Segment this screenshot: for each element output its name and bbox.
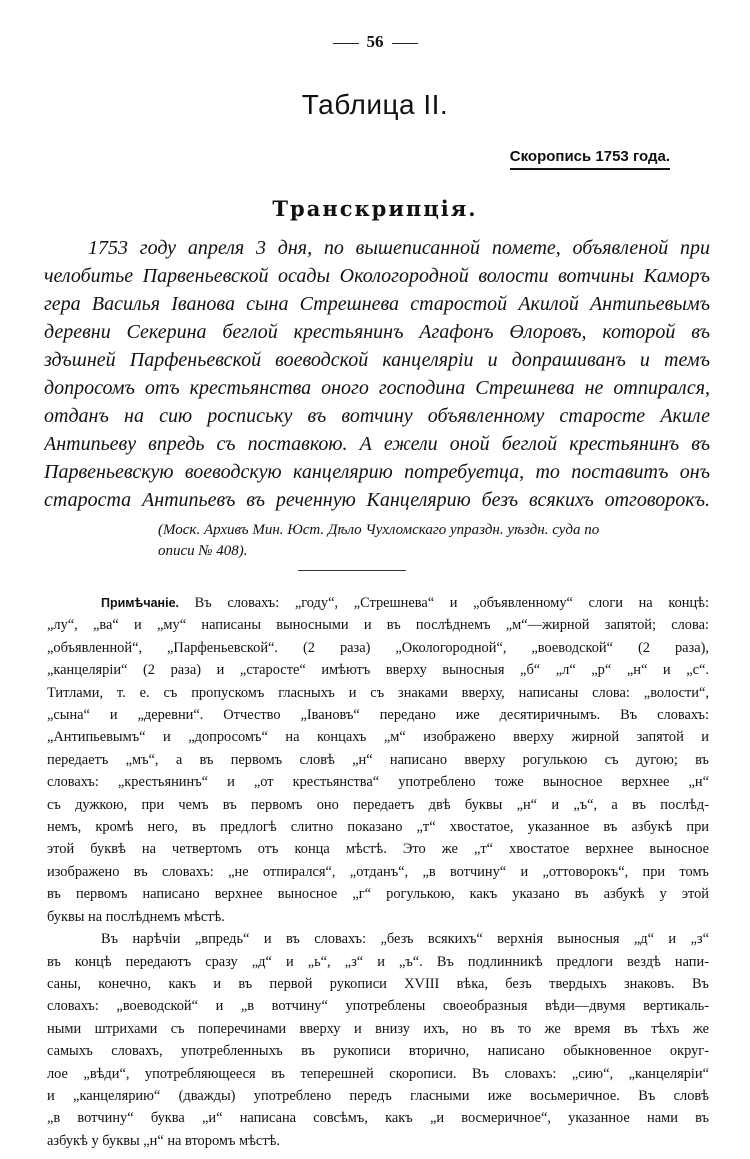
- note-line: словахъ: „крестьянинъ“ и „от крестьянства“ употреблено тоже выносное верхнее „н“: [47, 774, 709, 791]
- note2-line: саны, конечно, какъ и въ первой рукописи XVIII вѣка, безъ твердыхъ знаковъ. Въ: [47, 975, 709, 992]
- page-number: [0, 32, 750, 52]
- note-line: [47, 592, 709, 614]
- note2-line: лое „вѣди“, употребляющееся въ теперешней скорописи. Въ словахъ: „сию“, „канцеляріи“: [47, 1065, 709, 1082]
- table-title: Таблица II.: [301, 89, 449, 120]
- note-line: „сына“ и „деревни“. Отчество „Івановъ“ передано иже десятиричнымъ. Въ словахъ:: [47, 707, 709, 724]
- note-section: [47, 592, 709, 1152]
- note-line: этой буквѣ на четвертомъ отъ конца мѣстѣ. Это же „т“ хвостатое верхнее выносное: [47, 841, 709, 858]
- note2-line: словахъ: „воеводской“ и „в вотчину“ употреблены своеобразныя вѣди—двумя вертикаль-: [47, 998, 709, 1015]
- note-line: „канцеляріи“ (2 раза) и „старосте“ имѣютъ вверху выносныя „б“ „л“ „р“ „н“ и „с“.: [47, 662, 709, 679]
- source-citation: [158, 520, 710, 562]
- dash-right: [392, 43, 418, 44]
- section-title: Транскрипція.: [272, 196, 478, 221]
- transcription-line: отданъ на сию роспиську въ вотчину объявленному старосте Акиле: [44, 405, 710, 427]
- transcription-line: 1753 году апреля 3 дня, по вышеписанной помете, объявленой при: [88, 237, 710, 259]
- note-line: немъ, кромѣ него, въ предлогѣ слитно показано „т“ хвостатое, указанное въ азбукѣ при: [47, 819, 709, 836]
- note2-line: азбукѣ у буквы „н“ на второмъ мѣстѣ.: [47, 1132, 281, 1149]
- transcription-line: староста Антипьевъ въ реченную Канцелярию безъ всякихъ отговорокъ.: [44, 489, 710, 511]
- note2-line: самыхъ словахъ, употребленныхъ въ рукописи вторично, написано обыкновенное округ-: [47, 1043, 709, 1060]
- transcription-paragraph: [44, 234, 710, 514]
- transcription-line: гера Василья Іванова сына Стрешнева старостой Акилой Антипьевымъ: [44, 293, 710, 315]
- source-line: (Моск. Архивъ Мин. Юст. Дѣло Чухломскаго упраздн. уѣздн. суда по: [158, 522, 600, 538]
- note2-line: „в вотчину“ буква „и“ написана совсѣмъ, какъ „и восмеричное“, указанное нами въ: [47, 1110, 709, 1127]
- source-line: описи № 408).: [158, 543, 248, 559]
- dash-left: [333, 43, 359, 44]
- note-line-text: Въ словахъ: „году“, „Стрешнева“ и „объявленному“ слоги на концѣ:: [194, 595, 709, 611]
- note2-line: ными штрихами съ поперечинами вверху и внизу ихъ, но въ то же время въ тѣхъ же: [47, 1020, 709, 1037]
- page-number-value: 56: [366, 32, 384, 51]
- note-line: „Антипьевымъ“ и „допросомъ“ на концахъ „м“ изображено вверху жирной запятой и: [47, 729, 709, 746]
- note-line: въ первомъ написано верхнее выносное „г“ рогулькою, какъ указано въ азбукѣ у этой: [47, 886, 709, 903]
- transcription-line: челобитье Парвеньевской осады Окологородной волости вотчины Каморъ: [44, 265, 710, 287]
- note-line: „объявленной“, „Парфеньевской“. (2 раза) „Окологородной“, „воеводской“ (2 раза),: [47, 639, 709, 656]
- transcription-line: допросомъ отъ крестьянства оного господина Стрешнева не отпирался,: [44, 377, 710, 399]
- transcription-line: деревни Секерина беглой крестьянинъ Агафонъ Өлоровъ, которой въ: [44, 321, 710, 343]
- note-line: буквы на послѣднемъ мѣстѣ.: [47, 908, 225, 925]
- note-line: съ дужкою, при чемъ въ первомъ оно передаетъ двѣ буквы „н“ и „ъ“, а въ послѣд-: [47, 796, 709, 813]
- script-label: Скоропись 1753 года.: [510, 148, 670, 170]
- transcription-line: Парвеньевскую воеводскую канцелярию потребуетца, то поставитъ онъ: [44, 461, 710, 483]
- transcription-line: Антипьеву впредь съ поставкою. А ежели оной беглой крестьянинъ въ: [44, 433, 710, 455]
- note2-line: Въ нарѣчіи „впредь“ и въ словахъ: „безъ всякихъ“ верхнія выносныя „д“ и „з“: [101, 931, 709, 948]
- note-label: Примѣчаніе.: [101, 596, 179, 610]
- note-line: „лу“, „ва“ и „му“ написаны выносными и въ послѣднемъ „м“—жирной запятой; слова:: [47, 617, 709, 634]
- transcription-line: здъшней Парфеньевской воеводской канцеляріи и допрашиванъ и темъ: [44, 349, 710, 371]
- note2-line: въ концѣ передаютъ сразу „д“ и „ь“, „з“ и „ъ“. Въ подлинникѣ предлоги вездѣ напи-: [47, 953, 709, 970]
- note-line: передаетъ „мъ“, а въ первомъ словѣ „н“ написано вверху рогулькою съ дугою; въ: [47, 751, 709, 768]
- note2-line: и „канцелярию“ (дважды) употреблено передъ гласными иже восьмеричное. Въ словѣ: [47, 1087, 709, 1104]
- note-line: изображено въ словахъ: „не отпирался“, „отданъ“, „в вотчину“ и „оттоворокъ“, при томъ: [47, 863, 709, 880]
- note-line: Титлами, т. е. съ пропускомъ гласныхъ и съ знаками вверху, написаны слова: „волости“,: [47, 684, 709, 701]
- section-divider: [298, 570, 406, 571]
